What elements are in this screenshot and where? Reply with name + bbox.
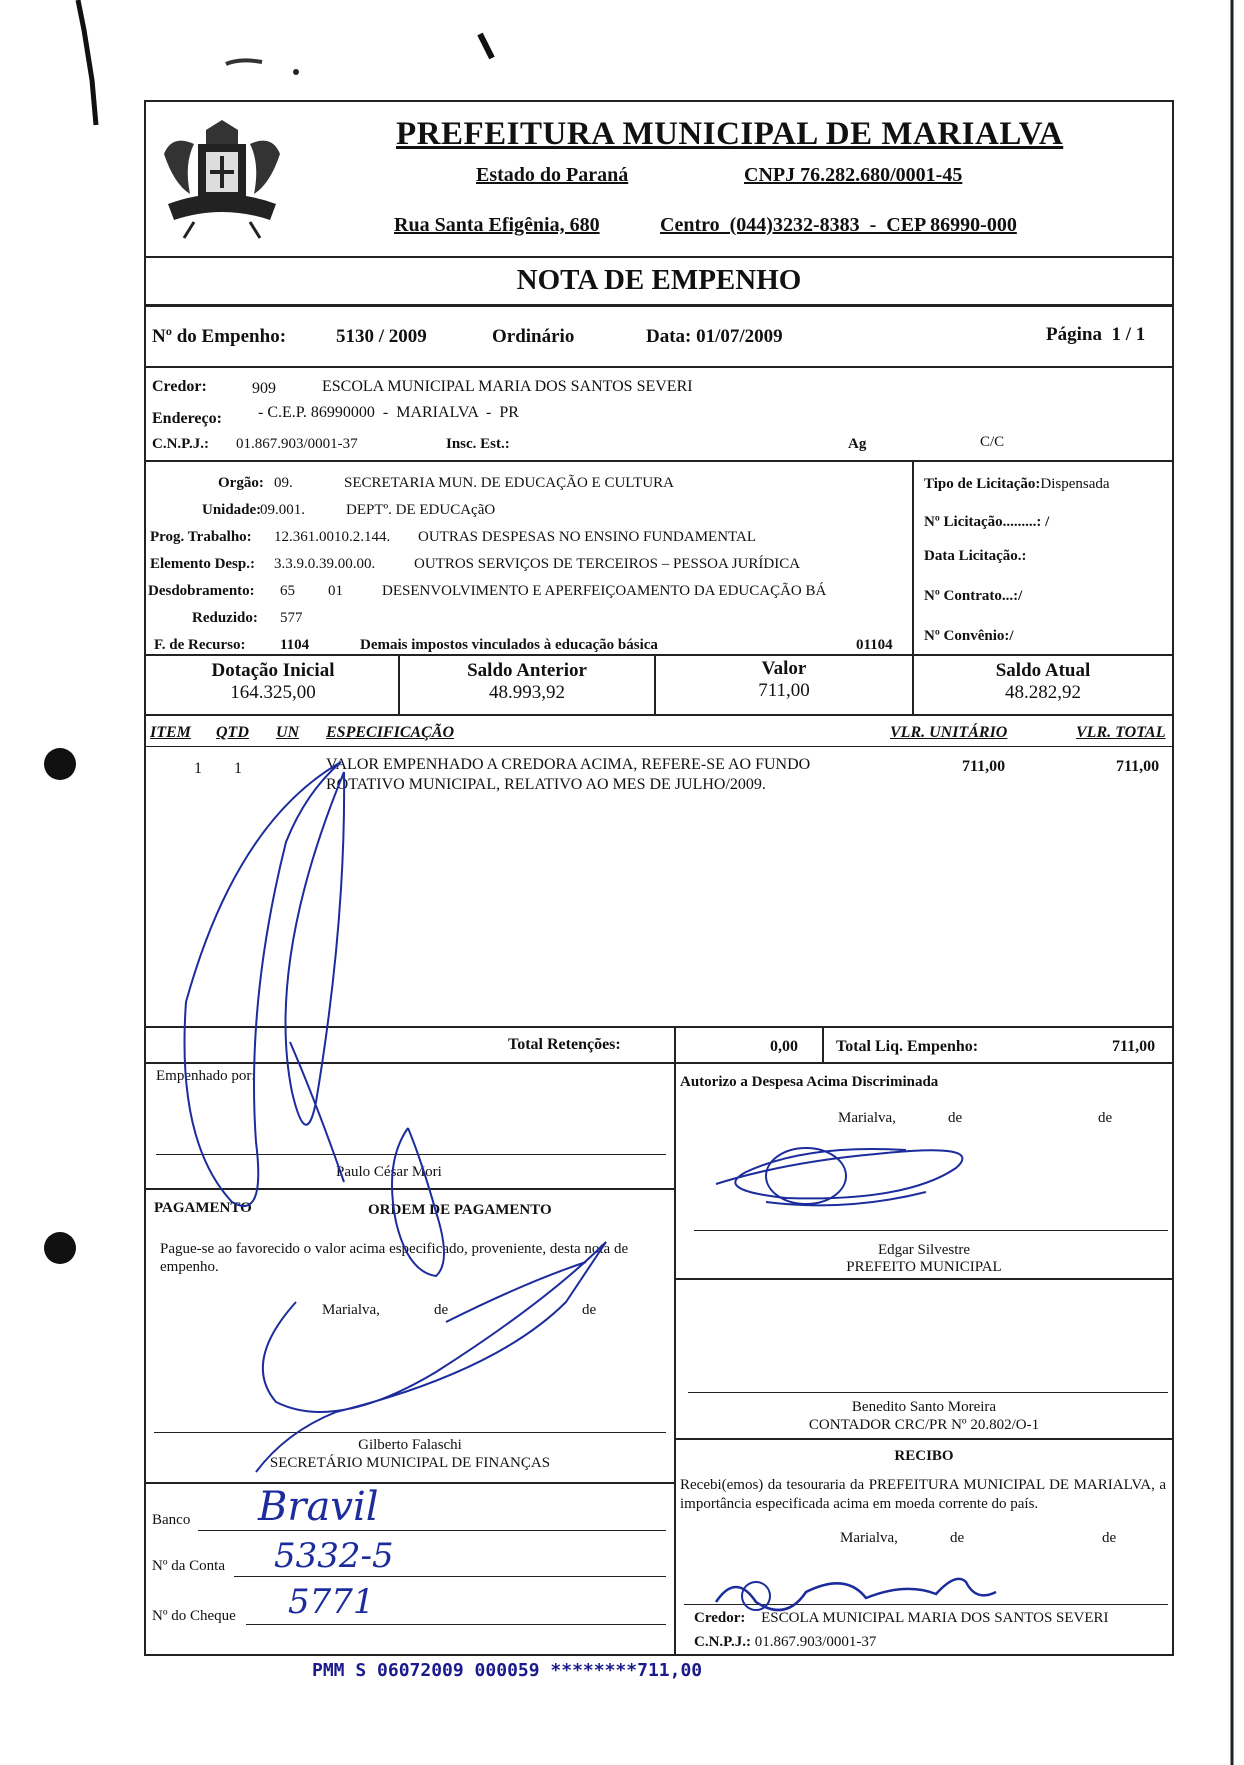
page-number: Página 1 / 1 (1046, 324, 1146, 345)
credor-name: ESCOLA MUNICIPAL MARIA DOS SANTOS SEVERI (322, 378, 693, 395)
autorizo-signer: Edgar Silvestre (877, 1242, 971, 1258)
orgao-code: 09. (274, 475, 293, 491)
saldo-anterior-value: 48.993,92 (489, 682, 565, 703)
orgao-name: SECRETARIA MUN. DE EDUCAÇÃO E CULTURA (344, 475, 674, 491)
col-qtd: QTD (216, 724, 249, 741)
cnpj-value: 01.867.903/0001-37 (236, 436, 358, 452)
insc-est-label: Insc. Est.: (446, 436, 510, 452)
col-total-value: VLR. TOTAL (1076, 724, 1166, 741)
autorizo-place: Marialva, (838, 1110, 896, 1126)
punch-hole-bottom (44, 1232, 76, 1264)
recurso-code: 1104 (280, 637, 310, 653)
liq-empenho-label: Total Liq. Empenho: (836, 1038, 979, 1055)
elemento-name: OUTROS SERVIÇOS DE TERCEIROS – PESSOA JURÍDICA (414, 556, 801, 572)
licitacao-tipo-label: Tipo de Licitação: (924, 476, 1041, 492)
contador-signer: Benedito Santo Moreira (851, 1399, 997, 1415)
banco-value: Bravil (258, 1484, 379, 1530)
empenho-date: Data: 01/07/2009 (646, 326, 783, 347)
header-title: PREFEITURA MUNICIPAL DE MARIALVA (396, 116, 1064, 152)
col-item: ITEM (150, 724, 191, 741)
reduzido-value: 577 (280, 610, 303, 626)
desdobramento-code: 65 (280, 583, 295, 599)
header-contact: Centro (044)3232-8383 - CEP 86990-000 (660, 214, 1017, 236)
valor-value: 711,00 (758, 680, 810, 701)
pagamento-role: SECRETÁRIO MUNICIPAL DE FINANÇAS (269, 1455, 551, 1471)
unidade-code: 09.001. (260, 502, 305, 518)
autorizo-de1: de (948, 1110, 963, 1126)
endereco-label: Endereço: (152, 410, 222, 427)
desdobramento-sub: 01 (328, 583, 343, 599)
recurso-name: Demais impostos vinculados à educação básica (360, 637, 658, 653)
pagamento-de2: de (582, 1302, 597, 1318)
header-state: Estado do Paraná (476, 164, 629, 186)
prog-label: Prog. Trabalho: (150, 529, 252, 545)
credor-label: Credor: (152, 378, 207, 395)
autorizo-label: Autorizo a Despesa Acima Discriminada (680, 1074, 939, 1090)
credor-code: 909 (252, 380, 276, 397)
desdobramento-label: Desdobramento: (148, 583, 255, 599)
saldo-anterior-label: Saldo Anterior (467, 660, 587, 681)
desdobramento-name: DESENVOLVIMENTO E APERFEIÇOAMENTO DA EDUCAÇÃO BÁ (382, 583, 827, 599)
pagamento-signer: Gilberto Falaschi (358, 1437, 462, 1453)
reduzido-label: Reduzido: (192, 610, 258, 626)
dotacao-value: 164.325,00 (230, 682, 316, 703)
empenhado-por-label: Empenhado por: (156, 1068, 256, 1084)
prog-code: 12.361.0010.2.144. (274, 529, 391, 545)
signature-gilberto (392, 1128, 444, 1276)
empenho-number: 5130 / 2009 (336, 326, 427, 347)
licitacao-number: Nº Licitação.........: / (924, 514, 1050, 530)
recibo-de2: de (1102, 1530, 1117, 1546)
valor-label: Valor (761, 658, 807, 679)
cheque-value: 5771 (288, 1582, 375, 1622)
contador-role: CONTADOR CRC/PR Nº 20.802/O-1 (808, 1417, 1040, 1433)
conta-label: Nº da Conta (152, 1558, 225, 1574)
item-number: 1 (194, 760, 202, 777)
unidade-name: DEPTº. DE EDUCAçãO (346, 502, 496, 518)
col-unit-value: VLR. UNITÁRIO (890, 724, 1008, 741)
item-unit-value: 711,00 (962, 758, 1006, 775)
contrato-number: Nº Contrato...:/ (924, 588, 1023, 604)
retencoes-value: 0,00 (770, 1038, 798, 1055)
conta-value: 5332-5 (274, 1536, 394, 1576)
recibo-credor-label: Credor: (694, 1610, 746, 1626)
dotacao-label: Dotação Inicial (211, 660, 335, 681)
saldo-atual-label: Saldo Atual (995, 660, 1091, 681)
elemento-code: 3.3.9.0.39.00.00. (274, 556, 376, 572)
signature-recibo (716, 1579, 996, 1610)
item-spec-line1: VALOR EMPENHADO A CREDORA ACIMA, REFERE-SE AO FUNDO (326, 756, 811, 773)
recibo-credor-value: ESCOLA MUNICIPAL MARIA DOS SANTOS SEVERI (761, 1610, 1109, 1626)
licitacao-date: Data Licitação.: (924, 548, 1027, 564)
col-un: UN (276, 724, 300, 741)
ordem-pagamento-label: ORDEM DE PAGAMENTO (368, 1202, 552, 1218)
recibo-title: RECIBO (894, 1448, 954, 1464)
empenho-label: Nº do Empenho: (152, 326, 287, 347)
recibo-place: Marialva, (840, 1530, 898, 1546)
signature-loop-left (184, 762, 341, 1206)
empenho-type: Ordinário (492, 326, 575, 347)
endereco-value: - C.E.P. 86990000 - MARIALVA - PR (258, 404, 519, 421)
recibo-cnpj-label: C.N.P.J.: (694, 1634, 751, 1650)
cnpj-label: C.N.P.J.: (152, 436, 209, 452)
unidade-label: Unidade: (202, 502, 262, 518)
item-qtd: 1 (234, 760, 242, 777)
convenio-number: Nº Convênio:/ (924, 628, 1014, 644)
retencoes-label: Total Retenções: (508, 1036, 621, 1053)
saldo-atual-value: 48.282,92 (1005, 682, 1081, 703)
recibo-de1: de (950, 1530, 965, 1546)
recibo-cnpj-value: 01.867.903/0001-37 (754, 1634, 877, 1650)
col-spec: ESPECIFICAÇÃO (326, 724, 455, 741)
item-total-value: 711,00 (1116, 758, 1160, 775)
cheque-label: Nº do Cheque (152, 1608, 236, 1624)
elemento-label: Elemento Desp.: (150, 556, 255, 572)
header-address: Rua Santa Efigênia, 680 (394, 214, 600, 236)
recurso-sub: 01104 (856, 637, 893, 653)
payment-stamp: PMM S 06072009 000059 ********711,00 (312, 1660, 703, 1681)
empenhado-signer: Paulo César Mori (336, 1164, 442, 1180)
banco-label: Banco (152, 1512, 191, 1528)
handwritten-strokes (146, 102, 1172, 1658)
pagamento-label: PAGAMENTO (154, 1200, 252, 1216)
recurso-label: F. de Recurso: (154, 637, 246, 653)
recibo-text: Recebi(emos) da tesouraria da PREFEITURA MUNICIPAL DE MARIALVA, a importância especificada acima em moeda corrente do país. (680, 1477, 1166, 1512)
liq-empenho-value: 711,00 (1112, 1038, 1156, 1055)
licitacao-tipo-value: Dispensada (1040, 476, 1110, 492)
pagamento-de1: de (434, 1302, 449, 1318)
item-spec-line2: ROTATIVO MUNICIPAL, RELATIVO AO MES DE JULHO/2009. (326, 776, 766, 793)
pagamento-text: Pague-se ao favorecido o valor acima especificado, proveniente, desta nota de empenho. (160, 1241, 629, 1275)
autorizo-role: PREFEITO MUNICIPAL (846, 1259, 1002, 1275)
header-cnpj: CNPJ 76.282.680/0001-45 (744, 164, 963, 186)
nota-de-empenho-form (144, 100, 1174, 1656)
cc-label: C/C (980, 434, 1005, 450)
punch-hole-top (44, 748, 76, 780)
orgao-label: Orgão: (218, 475, 264, 491)
doc-title: NOTA DE EMPENHO (516, 264, 802, 296)
ag-label: Ag (848, 436, 867, 452)
pagamento-place: Marialva, (322, 1302, 380, 1318)
prog-name: OUTRAS DESPESAS NO ENSINO FUNDAMENTAL (418, 529, 756, 545)
autorizo-de2: de (1098, 1110, 1113, 1126)
